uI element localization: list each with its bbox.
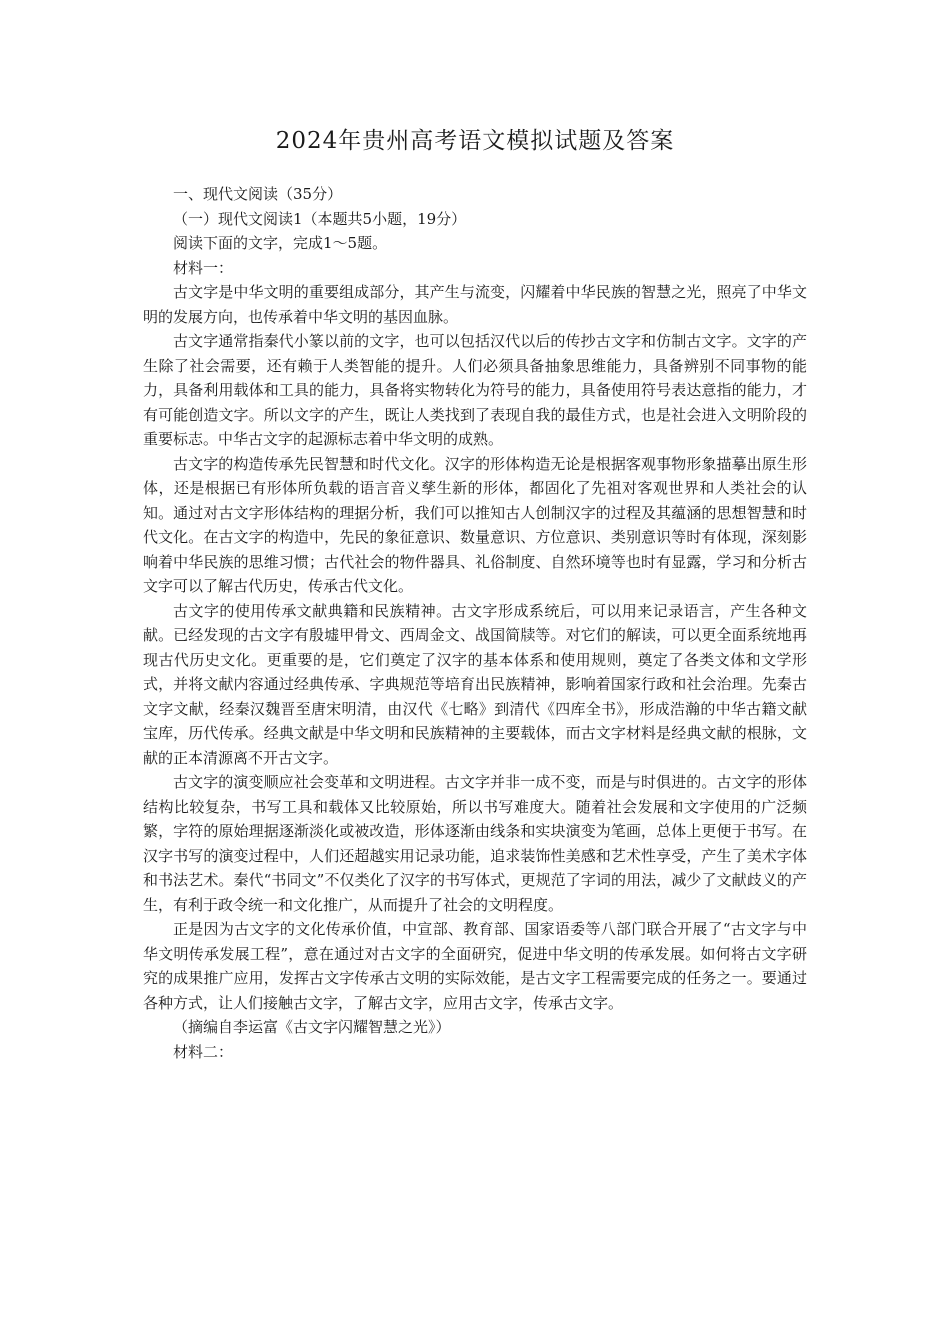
material-two-label: 材料二：	[173, 1042, 234, 1061]
material-one-label: 材料一：	[173, 258, 234, 277]
section-heading: 一、现代文阅读（35分）	[173, 185, 343, 203]
subsection-heading: （一）现代文阅读1（本题共5小题，19分）	[173, 209, 467, 228]
document-body	[143, 182, 807, 1064]
reading-instruction: 阅读下面的文字，完成1～5题。	[173, 234, 388, 252]
source-note: （摘编自李运富《古文字闪耀智慧之光》）	[173, 1018, 451, 1036]
paragraph: 古文字是中华文明的重要组成部分，其产生与流变，闪耀着中华民族的智慧之光，照亮了中华文明的发展方向，也传承着中华文明的基因血脉。	[143, 283, 807, 326]
document-title: 2024年贵州高考语文模拟试题及答案	[275, 128, 675, 154]
paragraph: 正是因为古文字的文化传承价值，中宣部、教育部、国家语委等八部门联合开展了“古文字与中华文明传承发展工程”，意在通过对古文字的全面研究，促进中华文明的传承发展。如何将古文字研究的成果推广应用，发挥古文字传承古文明的实际效能，是古文字工程需要完成的任务之一。要通过各种方式，让人们接触古文字，了解古文字，应用古文字，传承古文字。	[143, 920, 807, 1012]
paragraph: 古文字通常指秦代小篆以前的文字，也可以包括汉代以后的传抄古文字和仿制古文字。文字的产生除了社会需要，还有赖于人类智能的提升。人们必须具备抽象思维能力，具备辨别不同事物的能力，具备利用载体和工具的能力，具备将实物转化为符号的能力，具备使用符号表达意指的能力，才有可能创造文字。所以文字的产生，既让人类找到了表现自我的最佳方式，也是社会进入文明阶段的重要标志。中华古文字的起源标志着中华文明的成熟。	[143, 332, 807, 448]
paragraph: 古文字的构造传承先民智慧和时代文化。汉字的形体构造无论是根据客观事物形象描摹出原生形体，还是根据已有形体所负载的语言音义孳生新的形体，都固化了先祖对客观世界和人类社会的认知。通过对古文字形体结构的理据分析，我们可以推知古人创制汉字的过程及其蕴涵的思想智慧和时代文化。在古文字的构造中，先民的象征意识、数量意识、方位意识、类别意识等时有体现，深刻影响着中华民族的思维习惯；古代社会的物件器具、礼俗制度、自然环境等也时有显露，学习和分析古文字可以了解古代历史，传承古代文化。	[143, 454, 807, 595]
paragraph: 古文字的演变顺应社会变革和文明进程。古文字并非一成不变，而是与时俱进的。古文字的形体结构比较复杂，书写工具和载体又比较原始，所以书写难度大。随着社会发展和文字使用的广泛频繁，字符的原始理据逐渐淡化或被改造，形体逐渐由线条和实块演变为笔画，总体上更便于书写。在汉字书写的演变过程中，人们还超越实用记录功能，追求装饰性美感和艺术性享受，产生了美术字体和书法艺术。秦代“书同文”不仅类化了汉字的书写体式，更规范了字词的用法，减少了文献歧义的产生，有利于政令统一和文化推广，从而提升了社会的文明程度。	[143, 773, 807, 914]
paragraph: 古文字的使用传承文献典籍和民族精神。古文字形成系统后，可以用来记录语言，产生各种文献。已经发现的古文字有殷墟甲骨文、西周金文、战国简牍等。对它们的解读，可以更全面系统地再现古代历史文化。更重要的是，它们奠定了汉字的基本体系和使用规则，奠定了各类文体和文学形式，并将文献内容通过经典传承、字典规范等培育出民族精神，影响着国家行政和社会治理。先秦古文字文献，经秦汉魏晋至唐宋明清，由汉代《七略》到清代《四库全书》，形成浩瀚的中华古籍文献宝库，历代传承。经典文献是中华文明和民族精神的主要载体，而古文字材料是经典文献的根脉，文献的正本清源离不开古文字。	[143, 601, 807, 767]
